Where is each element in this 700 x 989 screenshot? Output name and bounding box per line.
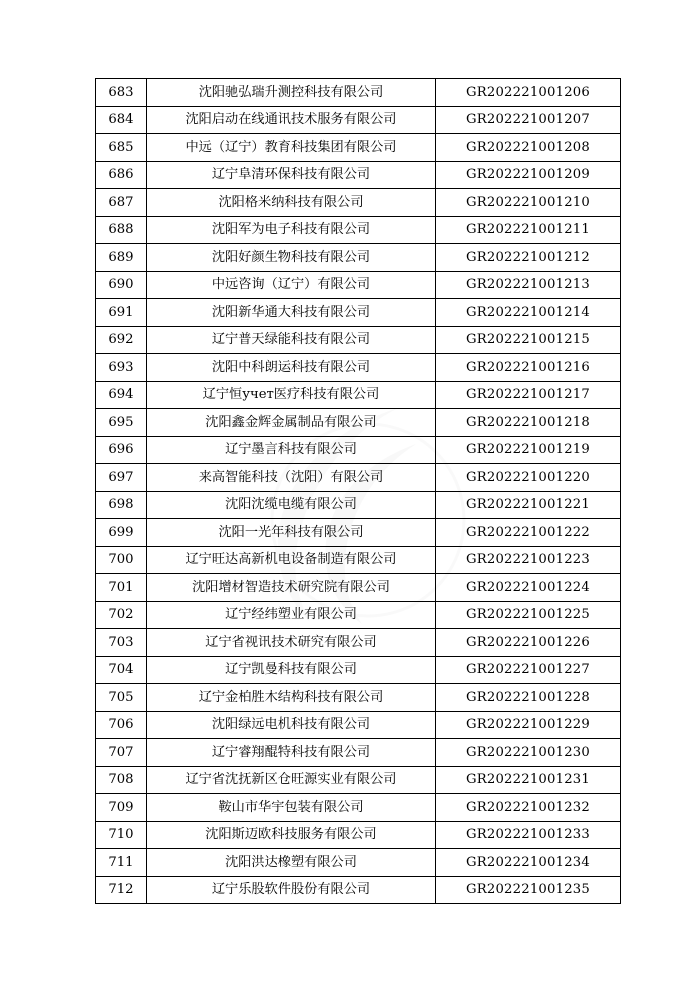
cell-index: 695	[96, 409, 147, 437]
cell-index: 694	[96, 381, 147, 409]
table-row	[96, 766, 621, 794]
cell-certificate-number: GR202221001231	[436, 766, 621, 794]
table-row	[96, 299, 621, 327]
table-row	[96, 409, 621, 437]
cell-certificate-number: GR202221001215	[436, 326, 621, 354]
cell-certificate-number: GR202221001217	[436, 381, 621, 409]
table-row	[96, 711, 621, 739]
table-row	[96, 436, 621, 464]
cell-company-name: 辽宁阜清环保科技有限公司	[147, 161, 436, 189]
cell-certificate-number: GR202221001220	[436, 464, 621, 492]
cell-index: 703	[96, 629, 147, 657]
cell-certificate-number: GR202221001211	[436, 216, 621, 244]
cell-certificate-number: GR202221001209	[436, 161, 621, 189]
cell-index: 688	[96, 216, 147, 244]
table-row	[96, 464, 621, 492]
cell-company-name: 沈阳沈缆电缆有限公司	[147, 491, 436, 519]
cell-certificate-number: GR202221001234	[436, 849, 621, 877]
cell-company-name: 沈阳启动在线通讯技术服务有限公司	[147, 106, 436, 134]
cell-company-name: 沈阳格米纳科技有限公司	[147, 189, 436, 217]
cell-index: 689	[96, 244, 147, 272]
cell-company-name: 沈阳斯迈欧科技服务有限公司	[147, 821, 436, 849]
cell-index: 691	[96, 299, 147, 327]
cell-company-name: 沈阳军为电子科技有限公司	[147, 216, 436, 244]
cell-index: 692	[96, 326, 147, 354]
cell-index: 685	[96, 134, 147, 162]
cell-index: 702	[96, 601, 147, 629]
cell-certificate-number: GR202221001225	[436, 601, 621, 629]
cell-index: 709	[96, 794, 147, 822]
table-row	[96, 601, 621, 629]
table-row	[96, 629, 621, 657]
cell-index: 683	[96, 79, 147, 107]
cell-company-name: 沈阳好颜生物科技有限公司	[147, 244, 436, 272]
table-row	[96, 134, 621, 162]
table-row	[96, 106, 621, 134]
company-certificate-table-container	[95, 78, 605, 904]
cell-index: 700	[96, 546, 147, 574]
cell-certificate-number: GR202221001207	[436, 106, 621, 134]
cell-index: 693	[96, 354, 147, 382]
cell-certificate-number: GR202221001229	[436, 711, 621, 739]
cell-company-name: 辽宁睿翔醌特科技有限公司	[147, 739, 436, 767]
cell-company-name: 辽宁乐股软件股份有限公司	[147, 876, 436, 904]
cell-index: 690	[96, 271, 147, 299]
cell-certificate-number: GR202221001208	[436, 134, 621, 162]
cell-certificate-number: GR202221001232	[436, 794, 621, 822]
cell-index: 686	[96, 161, 147, 189]
cell-index: 701	[96, 574, 147, 602]
cell-company-name: 沈阳洪达橡塑有限公司	[147, 849, 436, 877]
cell-certificate-number: GR202221001223	[436, 546, 621, 574]
cell-company-name: 辽宁省沈抚新区仓旺源实业有限公司	[147, 766, 436, 794]
table-row	[96, 574, 621, 602]
company-certificate-table	[95, 78, 621, 904]
cell-certificate-number: GR202221001224	[436, 574, 621, 602]
cell-certificate-number: GR202221001210	[436, 189, 621, 217]
cell-company-name: 辽宁经纬塑业有限公司	[147, 601, 436, 629]
cell-certificate-number: GR202221001214	[436, 299, 621, 327]
cell-index: 697	[96, 464, 147, 492]
cell-index: 699	[96, 519, 147, 547]
table-row	[96, 161, 621, 189]
cell-index: 687	[96, 189, 147, 217]
cell-index: 698	[96, 491, 147, 519]
table-row	[96, 546, 621, 574]
cell-certificate-number: GR202221001221	[436, 491, 621, 519]
cell-company-name: 沈阳增材智造技术研究院有限公司	[147, 574, 436, 602]
cell-company-name: 辽宁墨言科技有限公司	[147, 436, 436, 464]
cell-certificate-number: GR202221001213	[436, 271, 621, 299]
table-row	[96, 876, 621, 904]
table-row	[96, 794, 621, 822]
table-row	[96, 491, 621, 519]
table-row	[96, 519, 621, 547]
table-row	[96, 244, 621, 272]
cell-company-name: 辽宁恒учет医疗科技有限公司	[147, 381, 436, 409]
cell-certificate-number: GR202221001226	[436, 629, 621, 657]
cell-certificate-number: GR202221001222	[436, 519, 621, 547]
cell-company-name: 沈阳绿远电机科技有限公司	[147, 711, 436, 739]
table-row	[96, 739, 621, 767]
cell-certificate-number: GR202221001212	[436, 244, 621, 272]
cell-company-name: 沈阳中科朗运科技有限公司	[147, 354, 436, 382]
cell-company-name: 来高智能科技（沈阳）有限公司	[147, 464, 436, 492]
cell-certificate-number: GR202221001227	[436, 656, 621, 684]
table-row	[96, 849, 621, 877]
cell-index: 710	[96, 821, 147, 849]
table-body	[96, 79, 621, 904]
cell-certificate-number: GR202221001235	[436, 876, 621, 904]
cell-company-name: 中远（辽宁）教育科技集团有限公司	[147, 134, 436, 162]
cell-index: 705	[96, 684, 147, 712]
table-row	[96, 326, 621, 354]
cell-company-name: 中远咨询（辽宁）有限公司	[147, 271, 436, 299]
cell-index: 711	[96, 849, 147, 877]
cell-certificate-number: GR202221001219	[436, 436, 621, 464]
cell-certificate-number: GR202221001216	[436, 354, 621, 382]
table-row	[96, 381, 621, 409]
cell-company-name: 辽宁普天绿能科技有限公司	[147, 326, 436, 354]
table-row	[96, 216, 621, 244]
cell-certificate-number: GR202221001233	[436, 821, 621, 849]
cell-certificate-number: GR202221001228	[436, 684, 621, 712]
cell-company-name: 沈阳鑫金辉金属制品有限公司	[147, 409, 436, 437]
table-row	[96, 189, 621, 217]
table-row	[96, 656, 621, 684]
cell-company-name: 鞍山市华宇包装有限公司	[147, 794, 436, 822]
cell-company-name: 辽宁旺达高新机电设备制造有限公司	[147, 546, 436, 574]
cell-index: 708	[96, 766, 147, 794]
cell-certificate-number: GR202221001230	[436, 739, 621, 767]
cell-company-name: 沈阳一光年科技有限公司	[147, 519, 436, 547]
cell-index: 712	[96, 876, 147, 904]
cell-company-name: 沈阳驰弘瑞升测控科技有限公司	[147, 79, 436, 107]
cell-company-name: 辽宁金柏胜木结构科技有限公司	[147, 684, 436, 712]
cell-company-name: 沈阳新华通大科技有限公司	[147, 299, 436, 327]
table-row	[96, 79, 621, 107]
cell-index: 704	[96, 656, 147, 684]
table-row	[96, 684, 621, 712]
cell-company-name: 辽宁凯曼科技有限公司	[147, 656, 436, 684]
cell-company-name: 辽宁省视讯技术研究有限公司	[147, 629, 436, 657]
table-row	[96, 354, 621, 382]
cell-certificate-number: GR202221001206	[436, 79, 621, 107]
cell-index: 706	[96, 711, 147, 739]
table-row	[96, 821, 621, 849]
cell-index: 684	[96, 106, 147, 134]
cell-index: 707	[96, 739, 147, 767]
table-row	[96, 271, 621, 299]
cell-index: 696	[96, 436, 147, 464]
cell-certificate-number: GR202221001218	[436, 409, 621, 437]
